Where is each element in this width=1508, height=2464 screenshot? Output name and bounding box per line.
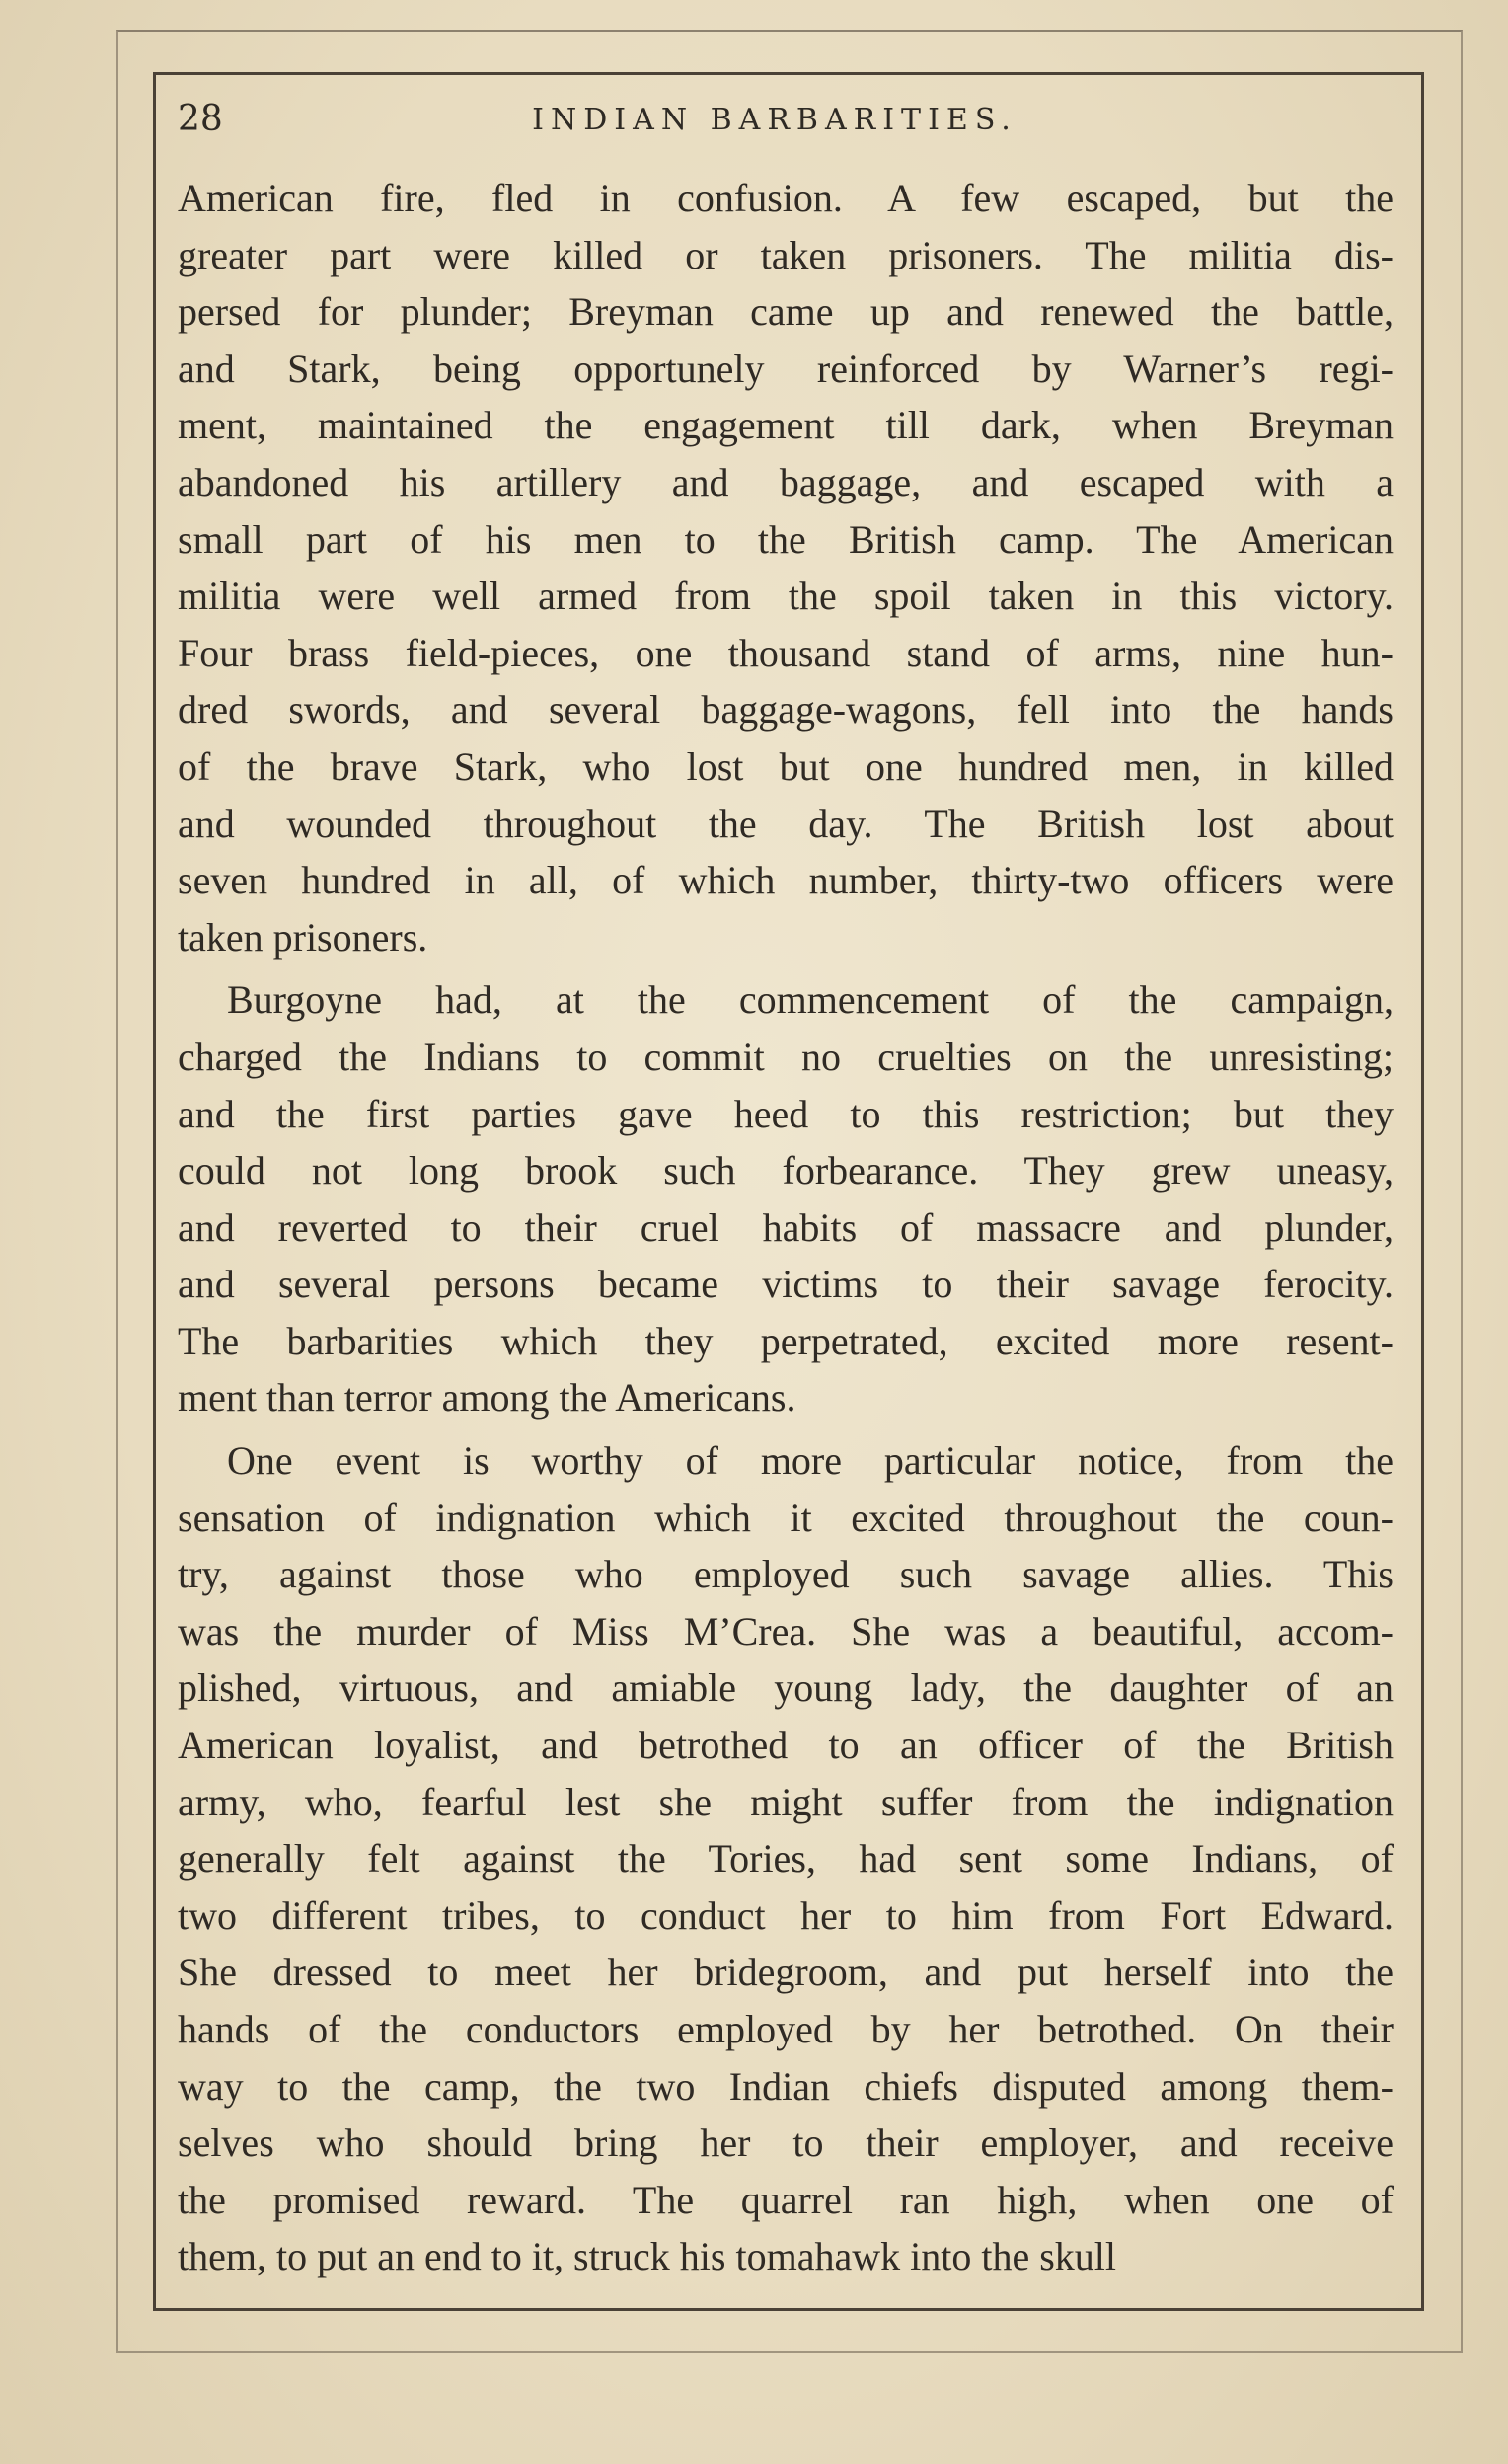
text-line: Burgoyne had, at the commencement of the campaign,: [227, 977, 1394, 1023]
text-line: them, to put an end to it, struck his tomahawk into the skull: [178, 2234, 1116, 2279]
text-line: the promised reward. The quarrel ran high, when one of: [178, 2177, 1394, 2222]
text-line: army, who, fearful lest she might suffer from the indignation: [178, 1779, 1394, 1824]
text-line: dred swords, and several baggage-wagons, fell into the hands: [178, 687, 1394, 732]
page-header: [178, 99, 1392, 158]
text-line: two different tribes, to conduct her to him from Fort Edward.: [178, 1892, 1394, 1938]
body-text: [178, 170, 1394, 2285]
text-line: and Stark, being opportunely reinforced by Warner’s regi-: [178, 346, 1394, 391]
text-line: She dressed to meet her bridegroom, and put herself into the: [178, 1950, 1394, 1995]
paragraph: [178, 1432, 1394, 2285]
running-head: INDIAN BARBARITIES.: [532, 103, 1018, 137]
paragraph: [178, 971, 1394, 1426]
text-line: ment, maintained the engagement till dark, when Breyman: [178, 403, 1394, 448]
page-number: 28: [178, 99, 223, 139]
text-line: hands of the conductors employed by her betrothed. On their: [178, 2007, 1394, 2051]
text-line: American fire, fled in confusion. A few escaped, but the: [178, 176, 1394, 220]
text-line: charged the Indians to commit no cruelties on the unresisting;: [178, 1034, 1394, 1079]
text-line: ment than terror among the Americans.: [178, 1375, 796, 1421]
text-line: militia were well armed from the spoil taken in this victory.: [178, 574, 1394, 619]
text-line: One event is worthy of more particular notice, from the: [227, 1438, 1394, 1484]
text-line: of the brave Stark, who lost but one hundred men, in killed: [178, 743, 1394, 789]
text-line: way to the camp, the two Indian chiefs disputed among them-: [178, 2063, 1394, 2109]
text-line: American loyalist, and betrothed to an officer of the British: [178, 1723, 1394, 1768]
text-line: persed for plunder; Breyman came up and renewed the battle,: [178, 289, 1394, 335]
text-line: taken prisoners.: [178, 914, 428, 960]
text-line: selves who should bring her to their employer, and receive: [178, 2120, 1394, 2166]
text-line: and reverted to their cruel habits of massacre and plunder,: [178, 1204, 1394, 1250]
text-line: and several persons became victims to their savage ferocity.: [178, 1262, 1394, 1307]
text-line: small part of his men to the British camp. The American: [178, 516, 1394, 562]
text-line: was the murder of Miss M’Crea. She was a beautiful, accom-: [178, 1608, 1394, 1654]
text-line: seven hundred in all, of which number, thirty-two officers were: [178, 858, 1394, 903]
text-line: and wounded throughout the day. The British lost about: [178, 801, 1394, 846]
text-line: greater part were killed or taken prisoners. The militia dis-: [178, 232, 1394, 277]
text-line: sensation of indignation which it excited throughout the coun-: [178, 1495, 1394, 1540]
text-line: The barbarities which they perpetrated, excited more resent-: [178, 1318, 1394, 1363]
paragraph: [178, 170, 1394, 965]
text-line: abandoned his artillery and baggage, and escaped with a: [178, 459, 1394, 504]
text-line: could not long brook such forbearance. They grew uneasy,: [178, 1148, 1394, 1194]
text-line: try, against those who employed such savage allies. This: [178, 1552, 1394, 1597]
text-line: plished, virtuous, and amiable young lady, the daughter of an: [178, 1665, 1394, 1711]
text-line: generally felt against the Tories, had sent some Indians, of: [178, 1836, 1394, 1882]
text-line: and the first parties gave heed to this restriction; but they: [178, 1091, 1394, 1136]
text-line: Four brass field-pieces, one thousand stand of arms, nine hun-: [178, 630, 1394, 675]
